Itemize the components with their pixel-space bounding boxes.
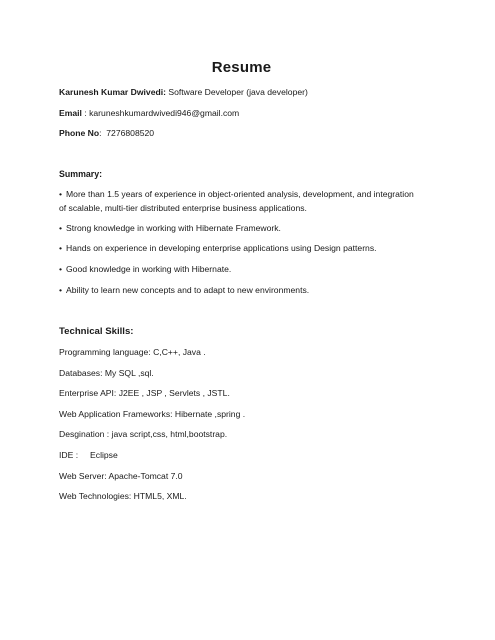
summary-item-text: Strong knowledge in working with Hibernate Framework. [66,223,281,233]
email-separator: : [81,108,90,118]
email-value: karuneshkumardwivedi946@gmail.com [89,108,240,118]
summary-item [59,188,419,215]
name-line [59,86,308,100]
summary-item [59,222,281,236]
bullet-icon: • [59,189,63,199]
bullet-icon: • [59,285,63,295]
bullet-icon: • [59,223,63,233]
email-label: Email [59,108,82,118]
phone-value: 7276808520 [106,128,155,138]
skills-heading: Technical Skills: [59,326,134,337]
skill-item: Web Application Frameworks: Hibernate ,spring . [59,409,246,419]
skill-item: Programming language: C,C++, Java . [59,347,206,357]
bullet-icon: • [59,264,63,274]
phone-label: Phone No [59,128,100,138]
skill-item: Web Technologies: HTML5, XML. [59,491,187,501]
phone-separator: : [99,128,107,138]
summary-heading: Summary: [59,169,103,179]
skill-item: Databases: My SQL ,sql. [59,368,154,378]
summary-item-text: Good knowledge in working with Hibernate. [66,264,232,274]
candidate-role: Software Developer (java developer) [168,87,308,97]
summary-item-text: Ability to learn new concepts and to adapt to new environments. [66,285,310,295]
candidate-name: Karunesh Kumar Dwivedi [59,87,164,97]
summary-item-text: Hands on experience in developing enterprise applications using Design patterns. [66,243,377,253]
summary-item-text: More than 1.5 years of experience in object-oriented analysis, development, and integration of scalable, multi-tier distributed enterprise business applications. [59,189,414,213]
summary-item [59,242,377,256]
skill-item: Enterprise API: J2EE , JSP , Servlets , JSTL. [59,388,230,398]
email-line [59,107,239,121]
summary-item [59,263,231,277]
skill-item: IDE : Eclipse [59,450,118,460]
name-separator: : [163,87,166,97]
phone-line [59,127,154,141]
page-title: Resume [211,59,272,76]
bullet-icon: • [59,243,63,253]
skill-item: Desgination : java script,css, html,bootstrap. [59,429,228,439]
summary-item [59,284,309,298]
skill-item: Web Server: Apache-Tomcat 7.0 [59,471,183,481]
